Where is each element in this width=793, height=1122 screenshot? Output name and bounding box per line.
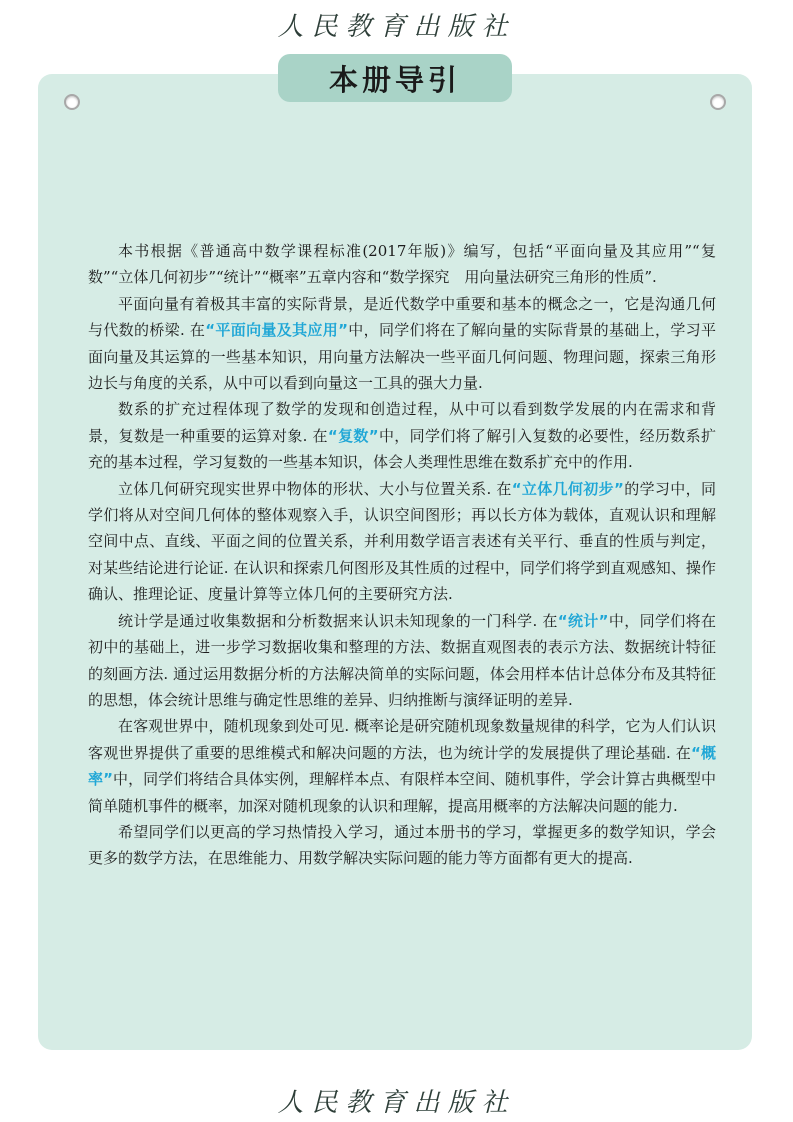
chapter-highlight: “统计” — [557, 611, 609, 630]
chapter-highlight: “立体几何初步” — [511, 479, 624, 498]
paragraph-text: 希望同学们以更高的学习热情投入学习，通过本册书的学习，掌握更多的数学知识，学会更多的数学方法，在思维能力、用数学解决实际问题的能力等方面都有更大的提高. — [88, 822, 716, 868]
chapter-highlight: “平面向量及其应用” — [205, 321, 348, 340]
binder-hole-right-icon — [710, 94, 726, 110]
paragraph — [88, 608, 716, 714]
title-tab — [278, 54, 512, 102]
page-title: 本册导引 — [328, 62, 461, 97]
paragraph-text: 统计学是通过收集数据和分析数据来认识未知现象的一门科学. 在 — [118, 611, 558, 630]
paragraph — [88, 238, 716, 291]
chapter-highlight: “复数” — [327, 426, 379, 445]
paragraph — [88, 819, 716, 872]
paragraph — [88, 396, 716, 475]
publisher-logo-top: 人民教育出版社 — [277, 12, 516, 42]
paragraph-text: 数系的扩充过程体现了数学的发现和创造过程，从中可以看到数学发展的内在需求和背景，复数是一种重要的运算对象. 在 — [88, 400, 716, 445]
paragraph-text: 平面向量有着极其丰富的实际背景，是近代数学中重要和基本的概念之一，它是沟通几何与代数的桥梁. 在 — [88, 294, 716, 340]
paragraph — [88, 291, 716, 397]
paragraph-text: 本书根据《普通高中数学课程标准(2017年版)》编写，包括“平面向量及其应用”“复数”“立体几何初步”“统计”“概率”五章内容和“数学探究 用向量法研究三角形的性质”. — [88, 242, 716, 287]
publisher-logo-bottom: 人民教育出版社 — [277, 1088, 516, 1118]
paragraph-text: 立体几何研究现实世界中物体的形状、大小与位置关系. 在 — [118, 479, 512, 498]
paragraph-text: 中，同学们将在了解向量的实际背景的基础上，学习平面向量及其运算的一些基本知识，用向量方法解决一些平面几何问题、物理问题，探索三角形边长与角度的关系，从中可以看到向量这一工具的强大力量. — [88, 321, 716, 393]
paragraph-text: 的学习中，同学们将从对空间几何体的整体观察入手，认识空间图形；再以长方体为载体，直观认识和理解空间中点、直线、平面之间的位置关系，并利用数学语言表述有关平行、垂直的性质与判定，对某些结论进行论证. 在认识和探索几何图形及其性质的过程中，同学们将学到直观感知、操作确认、推理论证、度量计算等立体几何的主要研究方法. — [88, 479, 716, 604]
paragraph-text: 中，同学们将在初中的基础上，进一步学习数据收集和整理的方法、数据直观图表的表示方法、数据统计特征的刻画方法. 通过运用数据分析的方法解决简单的实际问题，体会用样本估计总体分布及其特征的思想，体会统计思维与确定性思维的差异、归纳推断与演绎证明的差异. — [88, 611, 716, 709]
binder-hole-left-icon — [64, 94, 80, 110]
paragraph-text: 中，同学们将结合具体实例，理解样本点、有限样本空间、随机事件，学会计算古典概型中简单随机事件的概率，加深对随机现象的认识和理解，提高用概率的方法解决问题的能力. — [88, 770, 716, 815]
guide-text — [88, 238, 716, 872]
paragraph-text: 中，同学们将了解引入复数的必要性，经历数系扩充的基本过程，学习复数的一些基本知识，体会人类理性思维在数系扩充中的作用. — [88, 426, 717, 472]
chapter-highlight: “概率” — [88, 743, 717, 789]
paragraph — [88, 476, 716, 608]
paragraph-text: 在客观世界中，随机现象到处可见. 概率论是研究随机现象数量规律的科学，它为人们认识客观世界提供了重要的思维模式和解决问题的方法，也为统计学的发展提供了理论基础. 在 — [88, 717, 716, 762]
paragraph — [88, 713, 716, 819]
